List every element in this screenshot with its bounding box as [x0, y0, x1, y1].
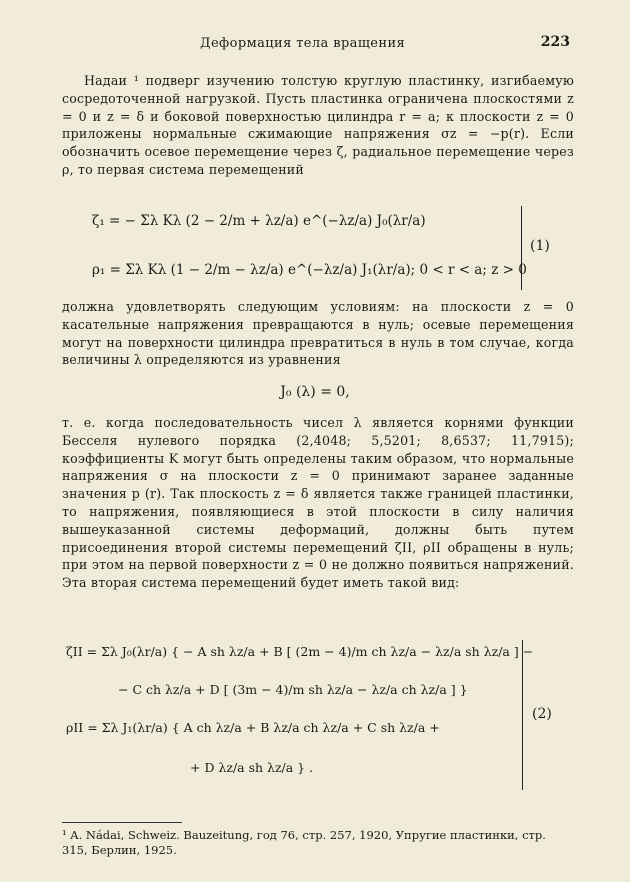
- equation-2-line-1: ζII = Σλ J₀(λr/a) { − A sh λz/a + B [ (2m − 4)/m ch λz/a − λz/a sh λz/a ] −: [66, 644, 534, 659]
- paragraph-intro: [62, 72, 574, 179]
- equation-2-brace: [522, 640, 523, 790]
- footnote-rule: [62, 822, 182, 823]
- equation-1-line-1: ζ₁ = − Σλ Kλ (2 − 2/m + λz/a) e^(−λz/a) J₀(λr/a): [92, 213, 426, 229]
- equation-1-number: (1): [530, 238, 550, 254]
- equation-2-line-3: ρII = Σλ J₁(λr/a) { A ch λz/a + B λz/a ch λz/a + C sh λz/a +: [66, 720, 440, 735]
- paragraph-text: Надаи ¹ подверг изучению толстую круглую пластинку, изгибаемую сосредоточенной нагрузкой. Пусть пластинка ограничена плоскостями z = 0 и z = δ и боковой поверхностью цилиндра r = a; к плоскости z = 0 приложены нормальные сжимающие напряжения σz = −p(r). Если обозначить осевое перемещение через ζ, радиальное перемещение через ρ, то первая система перемещений: [62, 73, 574, 177]
- page-number: 223: [540, 34, 570, 50]
- equation-2-line-2: − C ch λz/a + D [ (3m − 4)/m sh λz/a − λz/a ch λz/a ] }: [118, 682, 468, 697]
- paragraph-text: т. е. когда последовательность чисел λ является корнями функции Бесселя нулевого порядка (2,4048; 5,5201; 8,6537; 11,7915); коэффициенты K могут быть определены таким образом, что нормальные напряжения σ на плоскости z = 0 принимают заранее заданные значения p (r). Так плоскость z = δ является также границей пластинки, то напряжения, появляющиеся в этой плоскости в силу наличия вышеуказанной системы деформаций, должны быть путем присоединения второй системы перемещений ζII, ρII обращены в нуль; при этом на первой поверхности z = 0 не должно появиться напряжений. Эта вторая система перемещений будет иметь такой вид:: [62, 415, 574, 591]
- equation-2-line-4: + D λz/a sh λz/a } .: [190, 760, 314, 775]
- footnote: ¹ A. Nádai, Schweiz. Bauzeitung, год 76, стр. 257, 1920, Упругие пластинки, стр. 315, Берлин, 1925.: [62, 828, 546, 857]
- paragraph-bessel-roots: [62, 414, 574, 592]
- equation-1-brace: [521, 206, 522, 290]
- equation-2-number: (2): [532, 706, 552, 722]
- page-header: [0, 28, 630, 50]
- paragraph-conditions: [62, 298, 574, 369]
- running-title: Деформация тела вращения: [200, 36, 406, 51]
- bessel-equation: J₀ (λ) = 0,: [280, 384, 350, 400]
- equation-1-line-2: ρ₁ = Σλ Kλ (1 − 2/m − λz/a) e^(−λz/a) J₁(λr/a); 0 < r < a; z > 0: [92, 262, 527, 278]
- paragraph-text: должна удовлетворять следующим условиям: на плоскости z = 0 касательные напряжения превращаются в нуль; осевые перемещения могут на поверхности цилиндра превратиться в нуль в том случае, когда величины λ определяются из уравнения: [62, 299, 574, 368]
